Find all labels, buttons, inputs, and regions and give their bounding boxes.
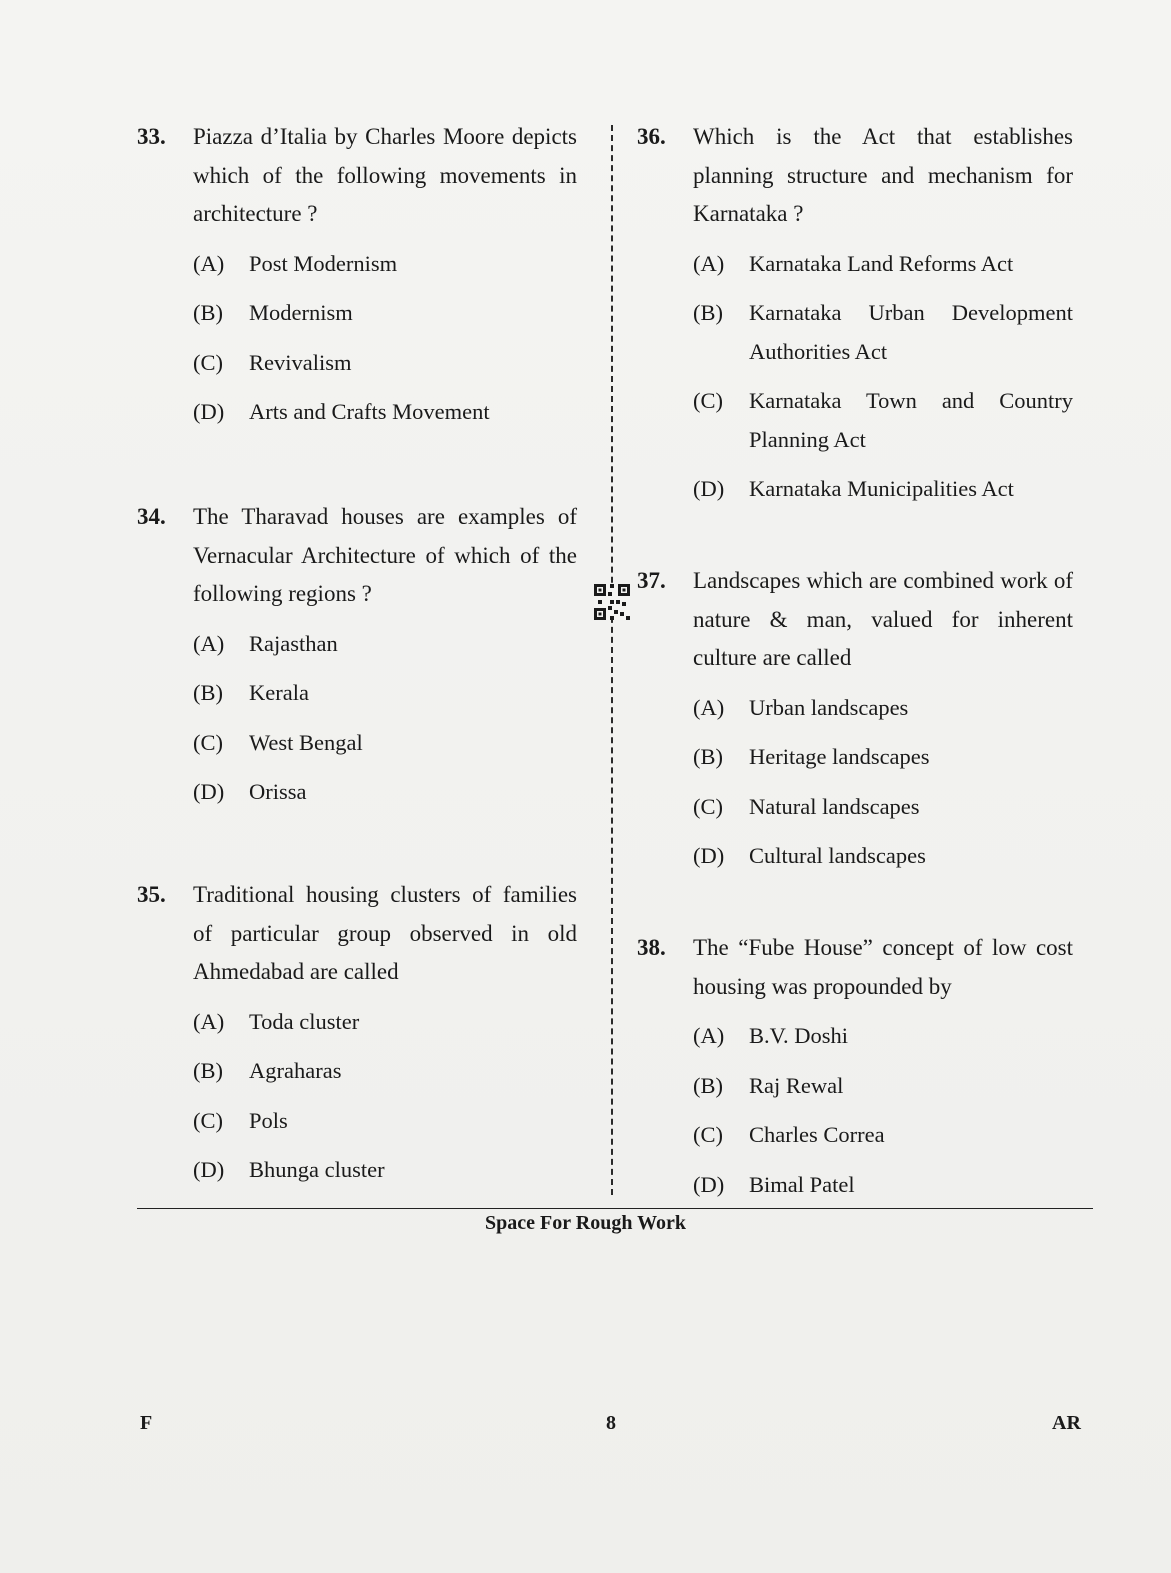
question-number: 36. xyxy=(637,124,666,149)
option-c xyxy=(193,724,577,763)
question-37 xyxy=(637,562,1073,876)
question-number: 38. xyxy=(637,935,666,960)
option-d xyxy=(693,837,1073,876)
option-letter: (C) xyxy=(693,1122,723,1147)
option-letter: (D) xyxy=(193,779,225,804)
column-divider xyxy=(611,125,613,1195)
option-d xyxy=(193,773,577,812)
question-number: 33. xyxy=(137,124,166,149)
option-text: Bhunga cluster xyxy=(249,1157,385,1182)
option-letter: (B) xyxy=(193,1058,223,1083)
option-a xyxy=(193,625,577,664)
question-text: Piazza d’Italia by Charles Moore depicts which of the following movements in architecture ? xyxy=(193,124,577,226)
question-number: 37. xyxy=(637,568,666,593)
option-d xyxy=(693,1166,1073,1205)
option-letter: (C) xyxy=(693,793,723,819)
option-letter: (A) xyxy=(193,250,225,276)
option-text: Bimal Patel xyxy=(749,1171,855,1197)
option-letter: (D) xyxy=(693,1171,725,1197)
option-d xyxy=(693,470,1073,509)
option-b xyxy=(693,294,1073,371)
option-letter: (A) xyxy=(193,1008,225,1034)
option-letter: (A) xyxy=(693,1023,725,1048)
option-text: Karnataka Land Reforms Act xyxy=(749,250,1014,276)
option-text: Agraharas xyxy=(249,1058,342,1083)
option-a xyxy=(693,689,1073,728)
footer-page-number: 8 xyxy=(606,1412,616,1434)
option-letter: (B) xyxy=(693,744,723,769)
option-d xyxy=(193,1151,577,1190)
option-c xyxy=(193,344,577,383)
option-a xyxy=(193,1003,577,1042)
question-text: The Tharavad houses are examples of Vernacular Architecture of which of the following regions ? xyxy=(193,504,577,606)
question-number: 35. xyxy=(137,882,166,907)
option-d xyxy=(193,393,577,432)
footer-booklet-code: F xyxy=(140,1412,153,1434)
option-b xyxy=(193,674,577,713)
option-a xyxy=(193,245,577,284)
rough-work-rule xyxy=(137,1208,1093,1209)
option-letter: (C) xyxy=(193,1107,223,1133)
option-c xyxy=(193,1102,577,1141)
question-text: Which is the Act that establishes planning structure and mechanism for Karnataka ? xyxy=(693,124,1073,226)
option-text: Kerala xyxy=(249,680,309,705)
rough-work-label: Space For Rough Work xyxy=(485,1212,686,1234)
option-text: Heritage landscapes xyxy=(749,744,930,769)
option-letter: (B) xyxy=(193,300,223,325)
question-34 xyxy=(137,498,577,812)
option-text: Karnataka Municipalities Act xyxy=(749,476,1014,501)
option-letter: (A) xyxy=(693,250,725,276)
option-text: Toda cluster xyxy=(249,1008,360,1034)
option-b xyxy=(693,1067,1073,1106)
option-text: B.V. Doshi xyxy=(749,1023,848,1048)
option-b xyxy=(193,1052,577,1091)
option-letter: (B) xyxy=(193,680,223,705)
footer-subject-code: AR xyxy=(1052,1412,1081,1434)
option-text: Karnataka Urban Development Authorities Act xyxy=(749,300,1073,364)
option-text: Post Modernism xyxy=(249,250,398,276)
option-letter: (D) xyxy=(693,843,725,868)
option-b xyxy=(193,294,577,333)
question-36 xyxy=(637,118,1073,509)
option-text: West Bengal xyxy=(249,729,363,755)
option-letter: (B) xyxy=(693,300,723,325)
option-text: Pols xyxy=(249,1107,288,1133)
option-letter: (D) xyxy=(193,1157,225,1182)
option-a xyxy=(693,1017,1073,1056)
option-c xyxy=(693,382,1073,459)
question-text: Landscapes which are combined work of nature & man, valued for inherent culture are called xyxy=(693,568,1073,670)
option-letter: (C) xyxy=(693,388,723,413)
option-letter: (B) xyxy=(693,1072,723,1098)
option-b xyxy=(693,738,1073,777)
question-number: 34. xyxy=(137,504,166,529)
option-c xyxy=(693,788,1073,827)
option-text: Charles Correa xyxy=(749,1122,885,1147)
question-text: Traditional housing clusters of families of particular group observed in old Ahmedabad are called xyxy=(193,882,577,984)
option-text: Orissa xyxy=(249,779,307,804)
option-text: Urban landscapes xyxy=(749,694,909,720)
question-38 xyxy=(637,929,1073,1204)
option-letter: (D) xyxy=(193,399,225,424)
option-text: Raj Rewal xyxy=(749,1072,844,1098)
option-text: Modernism xyxy=(249,300,353,325)
option-letter: (D) xyxy=(693,476,725,501)
question-text: The “Fube House” concept of low cost housing was propounded by xyxy=(693,935,1073,999)
option-text: Natural landscapes xyxy=(749,793,920,819)
question-35 xyxy=(137,876,577,1190)
option-text: Cultural landscapes xyxy=(749,843,926,868)
option-letter: (A) xyxy=(693,694,725,720)
option-text: Revivalism xyxy=(249,349,352,375)
option-text: Karnataka Town and Country Planning Act xyxy=(749,388,1073,452)
option-text: Arts and Crafts Movement xyxy=(249,399,490,424)
option-text: Rajasthan xyxy=(249,630,338,656)
option-letter: (A) xyxy=(193,630,225,656)
option-letter: (C) xyxy=(193,729,223,755)
option-a xyxy=(693,245,1073,284)
qr-code-icon xyxy=(594,584,630,620)
option-letter: (C) xyxy=(193,349,223,375)
option-c xyxy=(693,1116,1073,1155)
question-33 xyxy=(137,118,577,432)
